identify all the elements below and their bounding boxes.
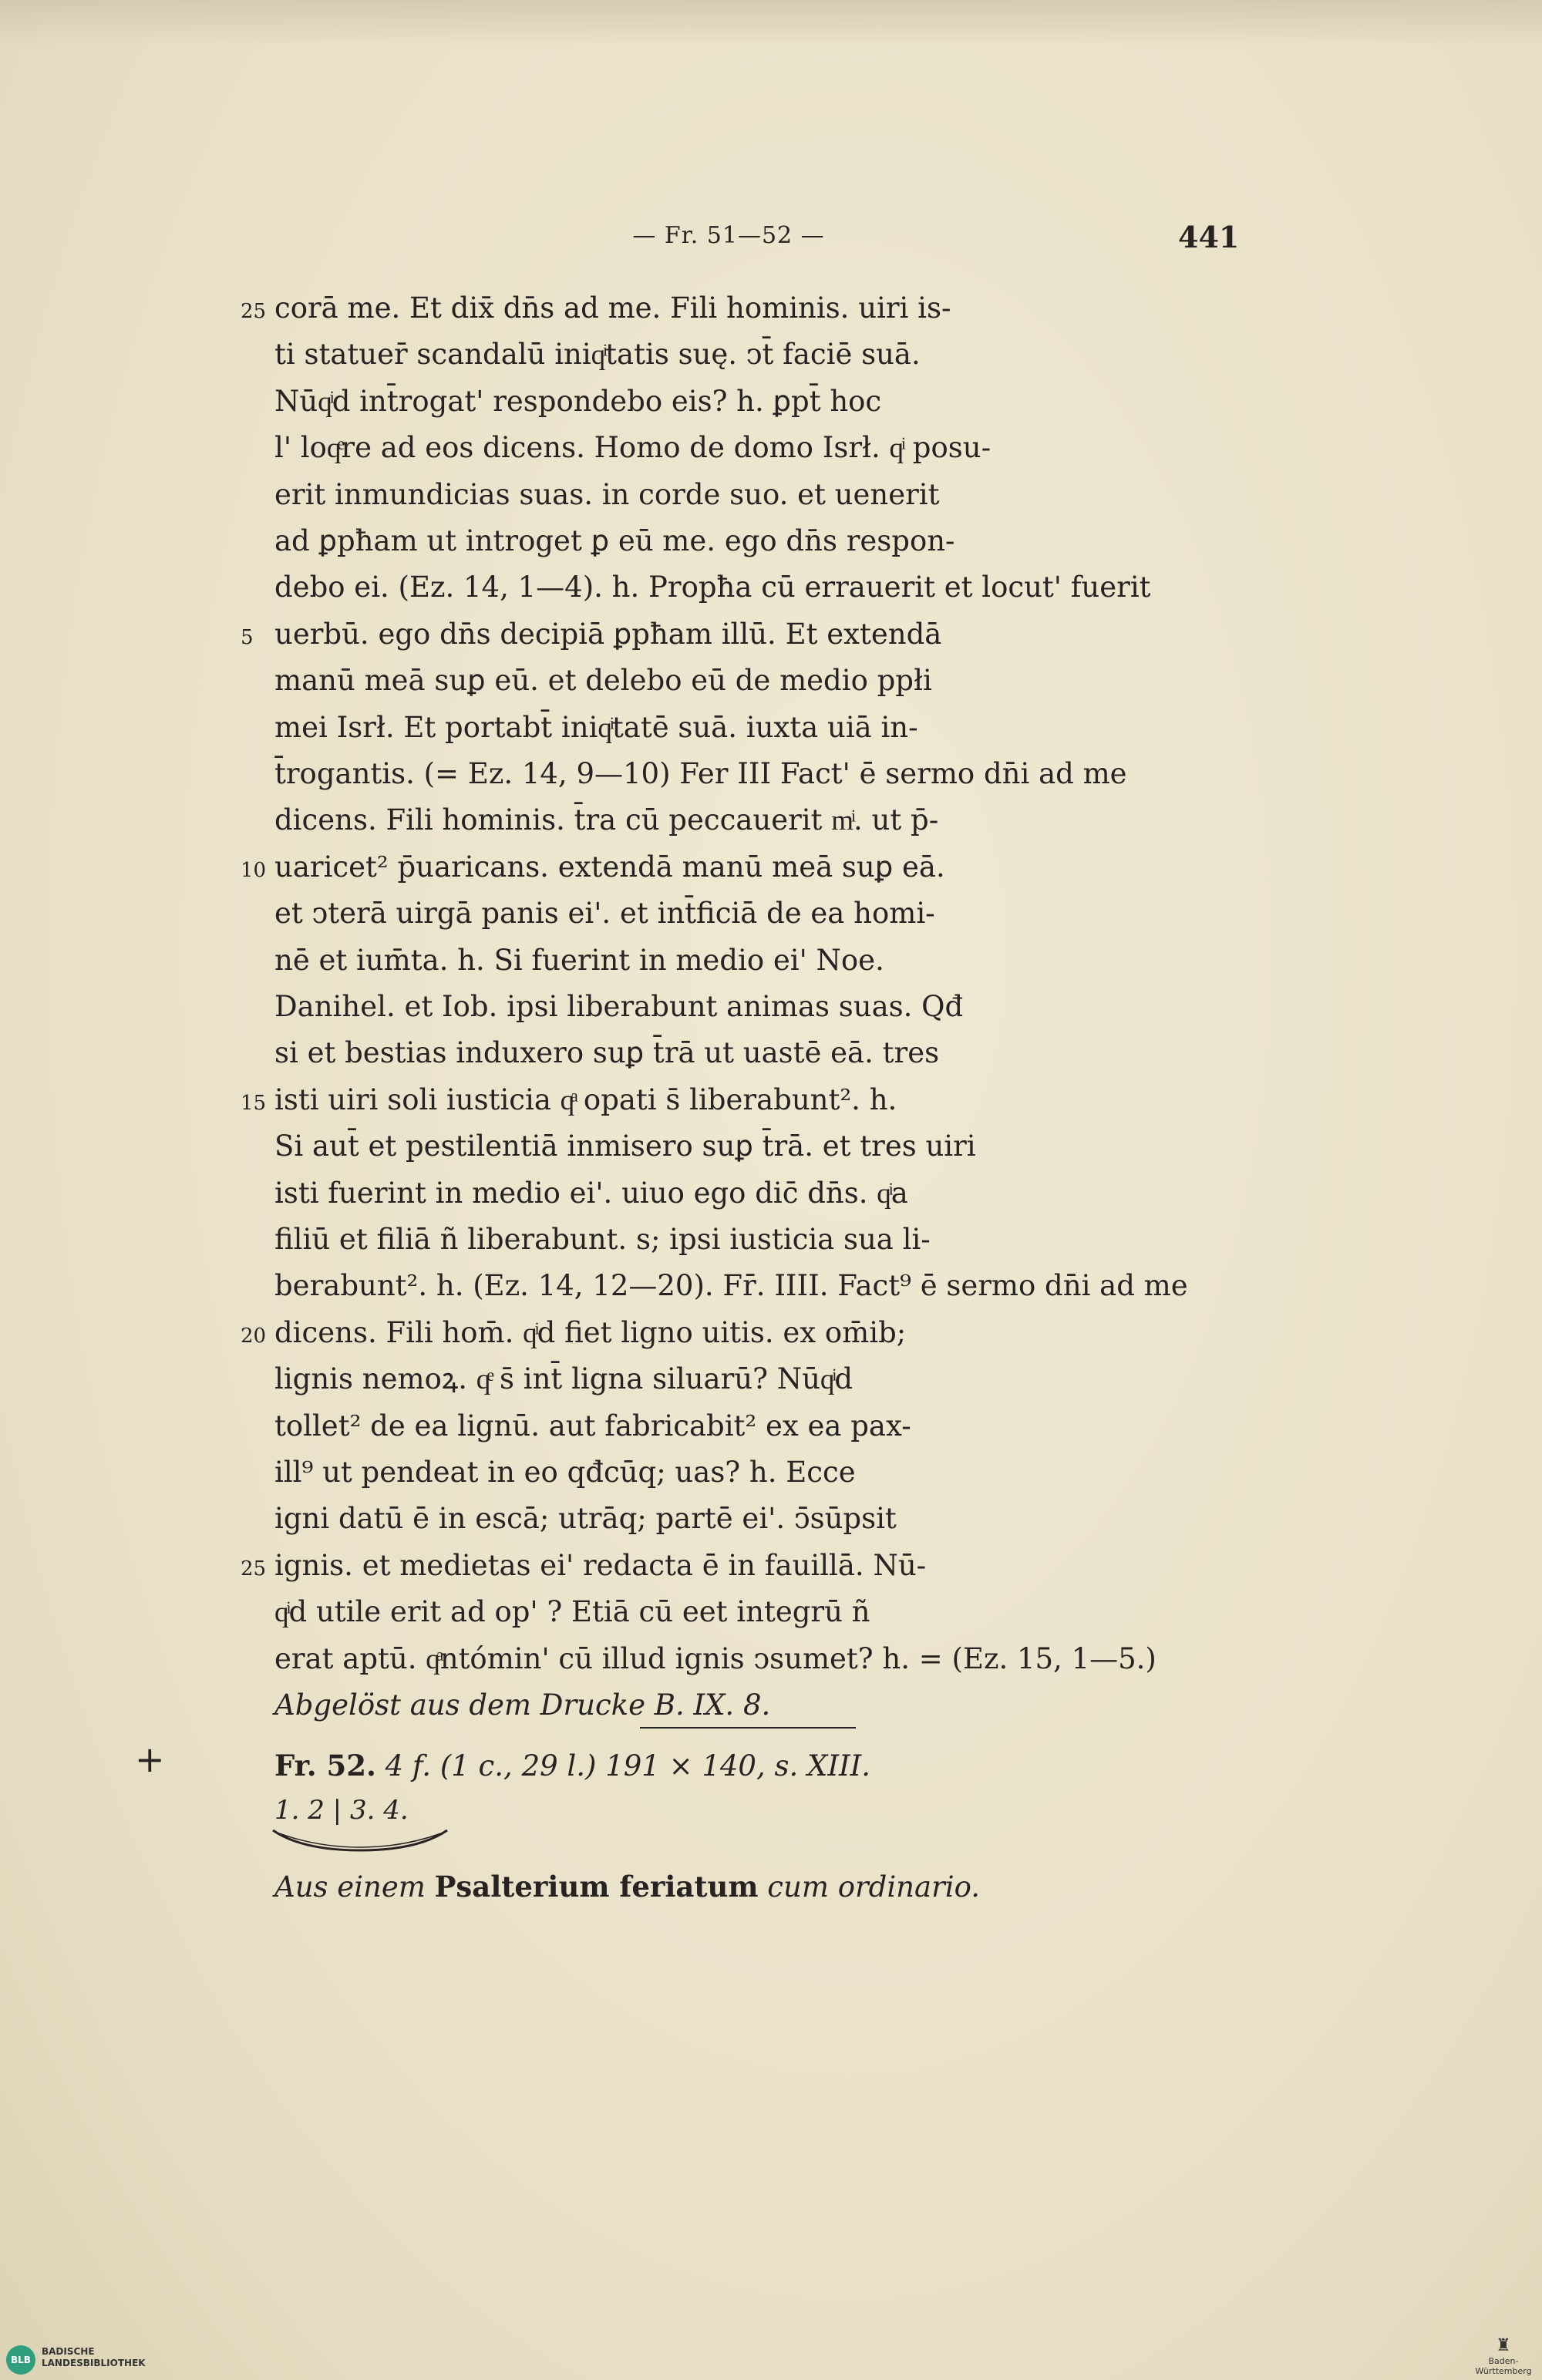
text-line: filiū et filiā ñ liberabunt. s; ipsi iusticia sua li- (274, 1223, 931, 1256)
text-line: tollet² de ea lignū. aut fabricabit² ex ea pax- (274, 1409, 911, 1442)
text-line: t̄rogantis. (= Ez. 14, 9—10) Fer III Fact' ē sermo dn̄i ad me (274, 757, 1127, 790)
fragment-origin (274, 1870, 980, 1904)
text-line: lignis nemoꝝ. qͤ s̄ int̄ ligna siluarū? Nūqͥd (274, 1362, 853, 1395)
text-line: Abgelöst aus dem Drucke B. IX. 8. (274, 1688, 771, 1722)
line-number: 15 (241, 1092, 267, 1115)
page-number: 441 (1178, 220, 1240, 254)
text-line: berabunt². h. (Ez. 14, 12—20). Fr̄. IIII. Fact⁹ ē sermo dn̄i ad me (274, 1269, 1188, 1302)
text-line: dicens. Fili hominis. t̄ra cū peccauerit mͥ. ut p̄- (274, 803, 939, 837)
quire-formula: 1. 2 | 3. 4. (274, 1795, 409, 1826)
text-line: Danihel. et Iob. ipsi liberabunt animas suas. Qđ (274, 990, 964, 1023)
fragment-number: Fr. 52. (274, 1749, 376, 1782)
line-number: 10 (241, 859, 267, 882)
line-number: 5 (241, 626, 254, 649)
text-line: debo ei. (Ez. 14, 1—4). h. Propħa cū errauerit et locut' fuerit (274, 571, 1151, 604)
state-logo (1473, 2336, 1534, 2375)
margin-plus-mark: + (135, 1739, 165, 1780)
text-line: uaricet² p̄uaricans. extendā manū meā suꝑ eā. (274, 850, 945, 884)
text-line: l' loqͤre ad eos dicens. Homo de domo Isrł. qͥ posu- (274, 431, 992, 464)
running-head: — Fr. 51—52 — (632, 222, 825, 249)
line-number: 20 (241, 1325, 267, 1348)
text-line: Si aut̄ et pestilentiā inmisero suꝑ t̄rā. et tres uiri (274, 1129, 976, 1163)
logo-line-1: BADISCHE (42, 2346, 95, 2357)
text-line: erit inmundicias suas. in corde suo. et uenerit (274, 478, 940, 511)
text-line: corā me. Et dix̄ dn̄s ad me. Fili hominis. uiri is- (274, 291, 951, 325)
text-line: qͥd utile erit ad op' ? Etiā cū eet integrū ñ (274, 1595, 870, 1628)
text-line: igni datū ē in escā; utrāq; partē ei'. ↄ̄sūpsit (274, 1502, 897, 1535)
fragment-heading (274, 1749, 870, 1782)
text-line: ignis. et medietas ei' redacta ē in fauillā. Nū- (274, 1549, 927, 1582)
text-line: ti statuer̄ scandalū iniqͥtatis suę. ↄt̄ faciē suā. (274, 338, 921, 371)
text-line: si et bestias induxero suꝑ t̄rā ut uastē eā. tres (274, 1036, 940, 1069)
page-edge-shadow (0, 0, 1542, 46)
text-line: erat aptū. qͣntómin' cū illud ignis ↄsumet? h. = (Ez. 15, 1—5.) (274, 1642, 1156, 1675)
text-line: dicens. Fili hom̄. qͥd fiet ligno uitis. ex om̄ib; (274, 1316, 907, 1349)
text-line: manū meā suꝑ eū. et delebo eū de medio ppłi (274, 664, 932, 697)
text-line: isti uiri soli iusticia qͣ opati s̄ liberabunt². h. (274, 1083, 897, 1116)
logo-line-2: LANDESBIBLIOTHEK (42, 2358, 146, 2368)
fragment-description: 4 f. (1 c., 29 l.) 191 × 140, s. XIII. (385, 1749, 870, 1782)
state-name: Baden-Württemberg (1475, 2356, 1532, 2376)
text-line: uerbū. ego dn̄s decipiā ꝑpħam illū. Et extendā (274, 618, 942, 651)
text-line: nē et ium̄ta. h. Si fuerint in medio ei' Noe. (274, 944, 884, 977)
origin-book-title: Psalterium feriatum (434, 1870, 759, 1904)
blb-logo-icon: BLB (6, 2345, 35, 2375)
line-number: 25 (241, 1557, 267, 1580)
crest-icon: ♜ (1496, 2336, 1511, 2355)
text-line: ad ꝑpħam ut introget ꝑ eū me. ego dn̄s respon- (274, 524, 955, 557)
text-line: Nūqͥd int̄rogat' respondebo eis? h. ꝑpt̄ hoc (274, 385, 882, 418)
text-line: mei Isrł. Et portabt̄ iniqͥtatē suā. iuxta uiā in- (274, 711, 918, 744)
quire-brace-icon (271, 1827, 449, 1853)
text-line: et ↄterā uirgā panis ei'. et int̄ficiā de ea homi- (274, 897, 935, 930)
origin-prefix: Aus einem (274, 1870, 426, 1904)
library-logo (6, 2344, 237, 2375)
section-divider (640, 1727, 856, 1729)
text-line: isti fuerint in medio ei'. uiuo ego dic̄ dn̄s. qͥa (274, 1177, 908, 1210)
origin-suffix: cum ordinario. (767, 1870, 980, 1904)
line-number: 25 (241, 300, 267, 323)
text-line: ill⁹ ut pendeat in eo qđcūq; uas? h. Ecce (274, 1456, 856, 1489)
